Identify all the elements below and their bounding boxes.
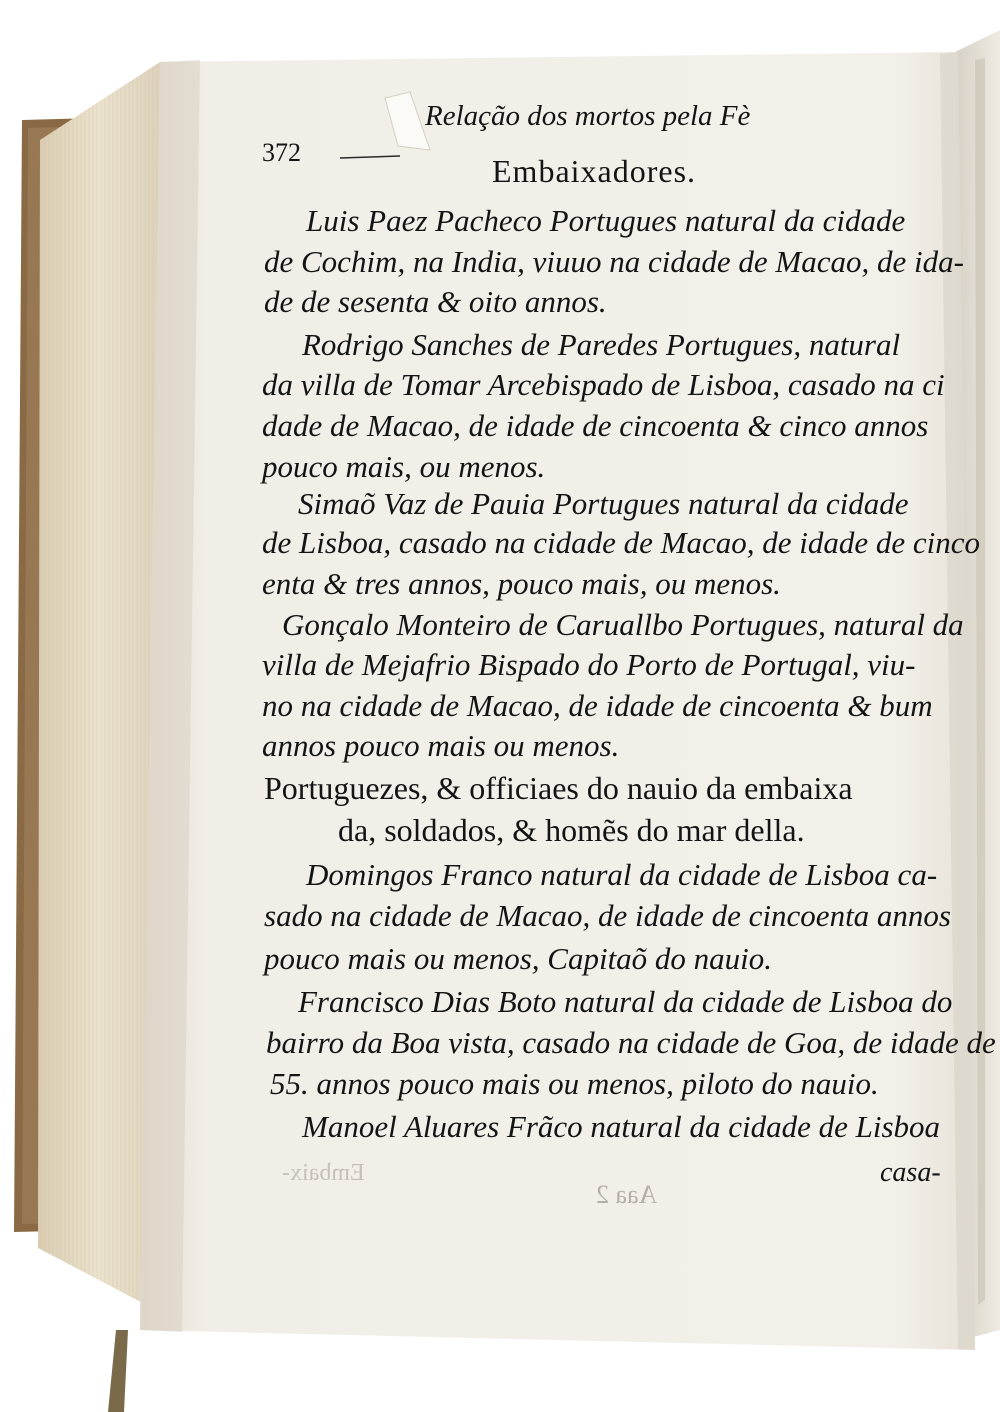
signature-mark: Aaa 2 — [596, 1180, 658, 1209]
bleed-through-text: Embaix- — [282, 1160, 365, 1186]
paragraph-line: Luis Paez Pacheco Portugues natural da cidade — [306, 203, 906, 238]
paragraph-line: pouco mais ou menos, Capitaõ do nauio. — [264, 941, 773, 976]
paragraph-line: de Cochim, na India, viuuo na cidade de Macao, de ida- — [264, 244, 964, 279]
paragraph-line: Gonçalo Monteiro de Caruallbo Portugues, natural da — [282, 607, 964, 642]
paragraph-line: enta & tres annos, pouco mais, ou menos. — [262, 566, 781, 601]
paragraph-line: Simaõ Vaz de Pauia Portugues natural da cidade — [298, 486, 909, 521]
paragraph-line: villa de Mejafrio Bispado do Porto de Portugal, viu- — [262, 647, 916, 682]
paragraph-line: pouco mais, ou menos. — [262, 449, 546, 484]
catchword: casa- — [880, 1157, 941, 1188]
paragraph-line: de de sesenta & oito annos. — [264, 284, 607, 319]
subheading-line: Portuguezes, & officiaes do nauio da embaixa — [264, 770, 853, 806]
paragraph-line: dade de Macao, de idade de cincoenta & cinco annos — [262, 408, 929, 443]
paragraph-line: de Lisboa, casado na cidade de Macao, de idade de cinco — [262, 525, 980, 560]
running-head: Relação dos mortos pela Fè — [425, 100, 751, 132]
paragraph-line: Manoel Aluares Frãco natural da cidade de Lisboa — [302, 1109, 941, 1144]
paragraph-line: 55. annos pouco mais ou menos, piloto do nauio. — [270, 1066, 879, 1101]
page-number: 372 — [262, 138, 301, 167]
paragraph-line: annos pouco mais ou menos. — [262, 728, 620, 763]
paragraph-line: no na cidade de Macao, de idade de cincoenta & bum — [262, 688, 933, 723]
paragraph-line: bairro da Boa vista, casado na cidade de Goa, de idade de — [266, 1025, 996, 1060]
paragraph-line: Domingos Franco natural da cidade de Lisboa ca- — [306, 857, 938, 892]
paragraph-line: sado na cidade de Macao, de idade de cincoenta annos — [264, 898, 951, 933]
section-heading: Embaixadores. — [492, 153, 697, 189]
paragraph-line: Francisco Dias Boto natural da cidade de Lisboa do — [298, 984, 953, 1019]
subheading-line: da, soldados, & homẽs do mar della. — [338, 812, 805, 848]
paragraph-line: da villa de Tomar Arcebispado de Lisboa, casado na ci — [262, 367, 945, 402]
paragraph-line: Rodrigo Sanches de Paredes Portugues, natural — [302, 327, 901, 362]
